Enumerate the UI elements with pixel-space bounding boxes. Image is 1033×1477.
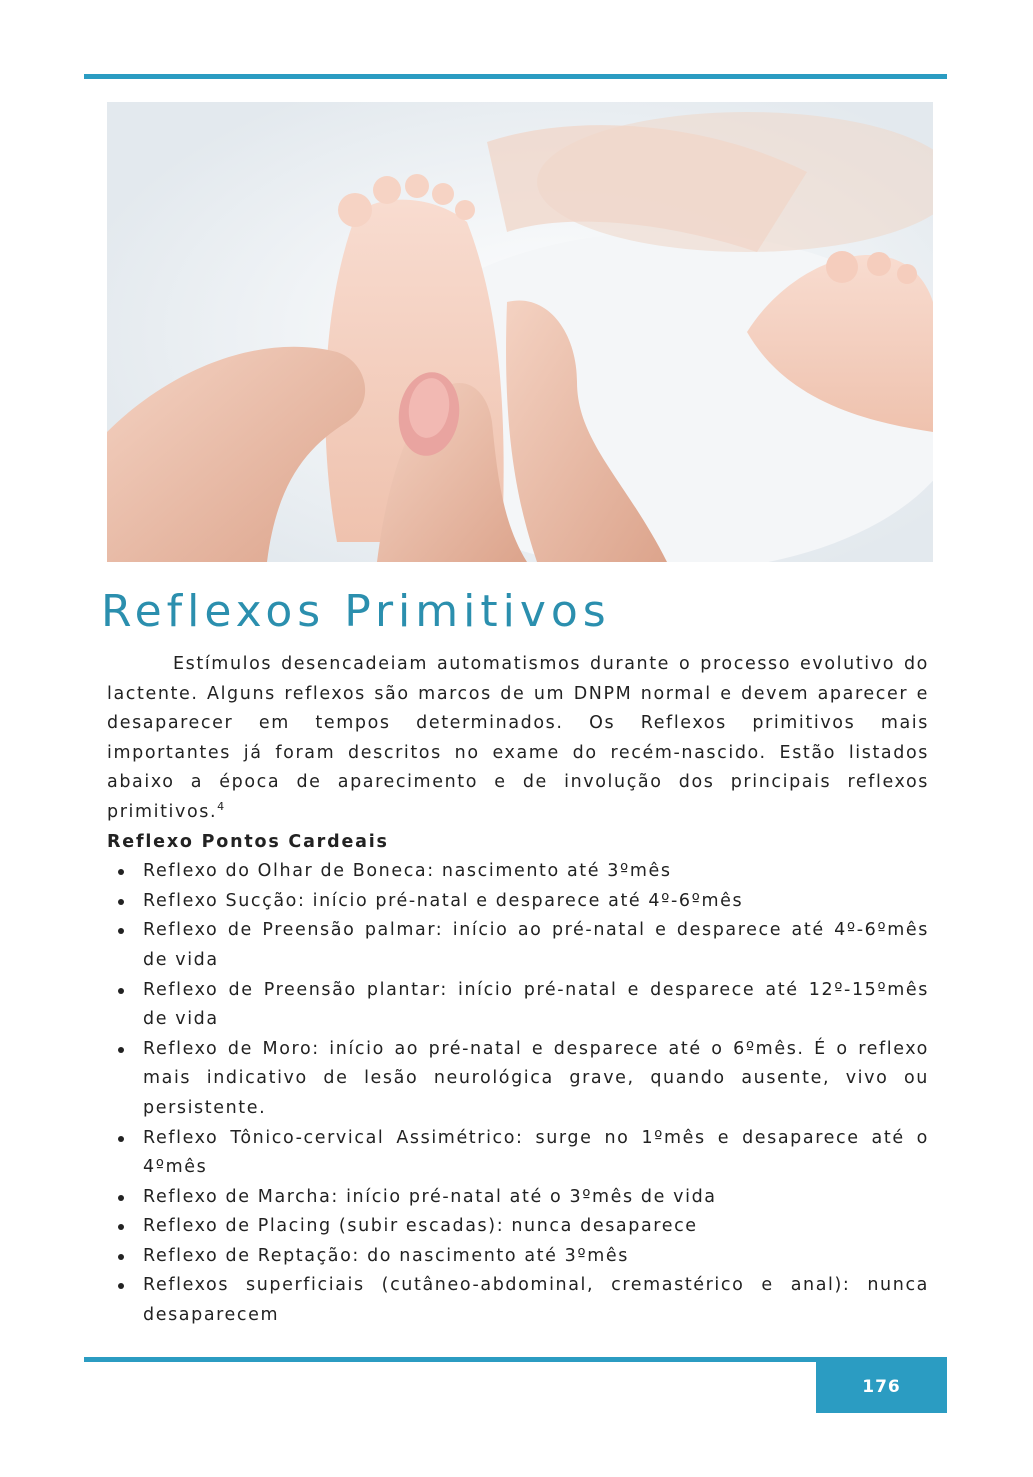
page-title: Reflexos Primitivos: [101, 586, 611, 637]
intro-text: Estímulos desencadeiam automatismos durante o processo evolutivo do lactente. Alguns reflexos são marcos de um DNPM normal e devem aparecer e desaparecer em tempos determinados. Os Reflexos primitivos mais importantes já foram descritos no exame do recém-nascido. Estão listados abaixo a época de aparecimento e de involução dos principais reflexos primitivos.: [107, 654, 929, 822]
list-item: Reflexos superficiais (cutâneo-abdominal, cremastérico e anal): nunca desaparecem: [143, 1271, 929, 1330]
section-subheading: Reflexo Pontos Cardeais: [107, 831, 389, 852]
baby-foot-illustration: [107, 102, 933, 562]
list-item: Reflexo Sucção: início pré-natal e desparece até 4º-6ºmês: [143, 887, 929, 917]
top-rule: [84, 74, 947, 79]
main-content: [107, 650, 929, 1331]
reflex-list: [107, 857, 929, 1331]
list-item: Reflexo do Olhar de Boneca: nascimento até 3ºmês: [143, 857, 929, 887]
list-item: Reflexo de Moro: início ao pré-natal e desparece até o 6ºmês. É o reflexo mais indicativo de lesão neurológica grave, quando ausente, vivo ou persistente.: [143, 1035, 929, 1124]
list-item: Reflexo de Preensão plantar: início pré-natal e desparece até 12º-15ºmês de vida: [143, 976, 929, 1035]
list-item: Reflexo de Placing (subir escadas): nunca desaparece: [143, 1212, 929, 1242]
page-number: 176: [862, 1376, 901, 1397]
page-number-badge: [816, 1360, 947, 1413]
reference-superscript: 4: [217, 800, 226, 814]
baby-foot-photo: [107, 102, 933, 562]
list-item: Reflexo Tônico-cervical Assimétrico: surge no 1ºmês e desaparece até o 4ºmês: [143, 1124, 929, 1183]
list-item: Reflexo de Reptação: do nascimento até 3ºmês: [143, 1242, 929, 1272]
list-item: Reflexo de Preensão palmar: início ao pré-natal e desparece até 4º-6ºmês de vida: [143, 916, 929, 975]
intro-paragraph: [107, 650, 929, 828]
list-item: Reflexo de Marcha: início pré-natal até o 3ºmês de vida: [143, 1183, 929, 1213]
